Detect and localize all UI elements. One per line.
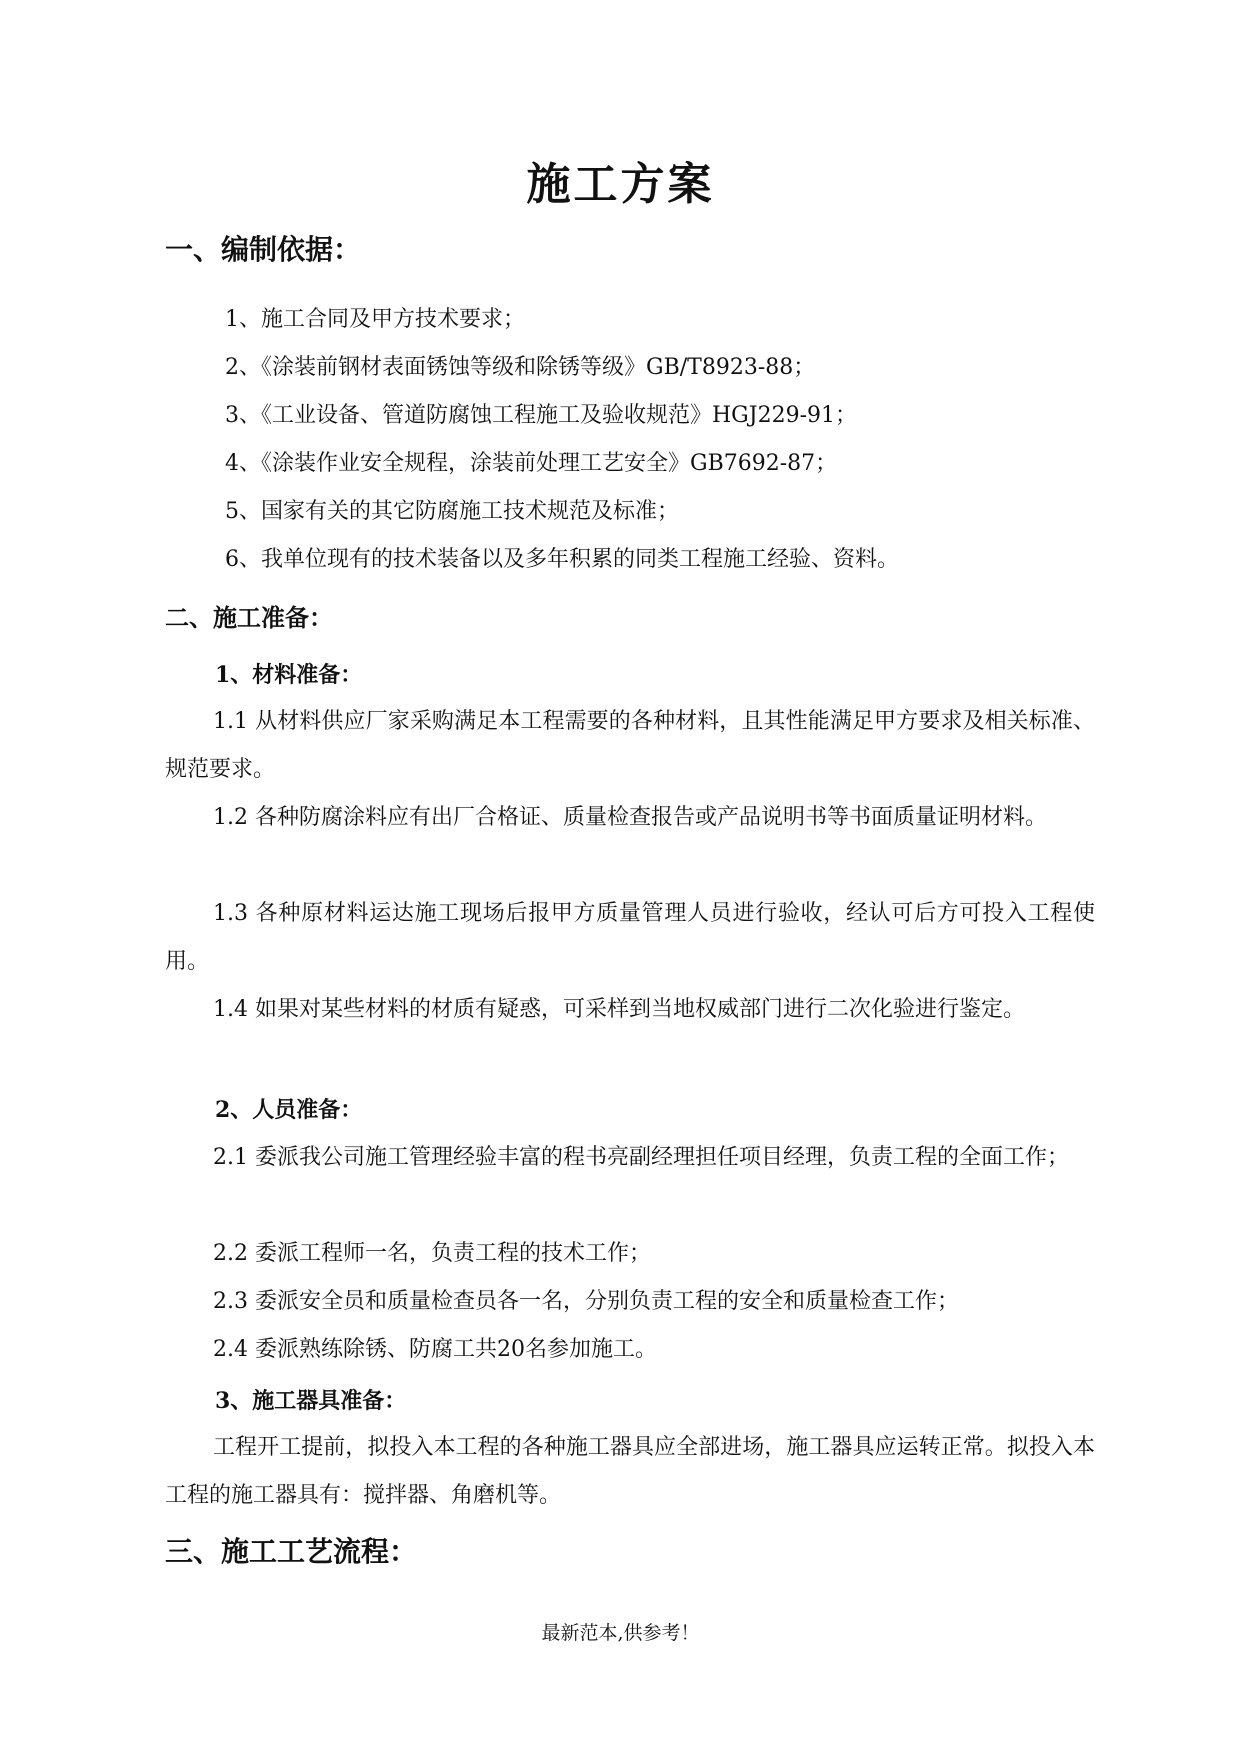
- section-heading-basis: 一、编制依据：: [165, 233, 362, 266]
- subsection-heading-equipment: 3、施工器具准备：: [215, 1388, 407, 1414]
- personnel-para-4: 2.4 委派熟练除锈、防腐工共20名参加施工。: [213, 1337, 657, 1362]
- personnel-para-2: 2.2 委派工程师一名，负责工程的技术工作；: [213, 1241, 651, 1266]
- materials-para-2: 1.2 各种防腐涂料应有出厂合格证、质量检查报告或产品说明书等书面质量证明材料。: [213, 805, 1047, 830]
- basis-item-6: 6、我单位现有的技术装备以及多年积累的同类工程施工经验、资料。: [225, 547, 899, 572]
- materials-para-1: 1.1 从材料供应厂家采购满足本工程需要的各种材料，且其性能满足甲方要求及相关标准、规范要求。: [165, 709, 1095, 782]
- personnel-para-1: 2.1 委派我公司施工管理经验丰富的程书亮副经理担任项目经理，负责工程的全面工作；: [213, 1145, 1069, 1170]
- basis-item-1: 1、施工合同及甲方技术要求；: [225, 307, 525, 332]
- basis-item-5: 5、国家有关的其它防腐施工技术规范及标准；: [225, 499, 679, 524]
- subsection-heading-materials: 1、材料准备：: [215, 662, 363, 688]
- equipment-para-1: 工程开工提前，拟投入本工程的各种施工器具应全部进场，施工器具应运转正常。拟投入本工程的施工器具有：搅拌器、角磨机等。: [165, 1435, 1095, 1508]
- materials-para-4: 1.4 如果对某些材料的材质有疑惑，可采样到当地权威部门进行二次化验进行鉴定。: [213, 997, 1025, 1022]
- subsection-heading-personnel: 2、人员准备：: [215, 1097, 363, 1123]
- basis-item-2: 2、《涂装前钢材表面锈蚀等级和除锈等级》GB/T8923-88；: [225, 355, 816, 380]
- page-footer: 最新范本,供参考！: [541, 1622, 700, 1644]
- section-heading-preparation: 二、施工准备：: [165, 603, 333, 632]
- page-title: 施工方案: [526, 159, 715, 210]
- basis-item-4: 4、《涂装作业安全规程，涂装前处理工艺安全》GB7692-87；: [225, 451, 838, 476]
- personnel-para-3: 2.3 委派安全员和质量检查员各一名，分别负责工程的安全和质量检查工作；: [213, 1289, 959, 1314]
- section-heading-process: 三、施工工艺流程：: [165, 1535, 418, 1568]
- materials-para-3: 1.3 各种原材料运达施工现场后报甲方质量管理人员进行验收，经认可后方可投入工程使用。: [165, 901, 1095, 974]
- basis-item-3: 3、《工业设备、管道防腐蚀工程施工及验收规范》HGJ229-91；: [225, 403, 857, 428]
